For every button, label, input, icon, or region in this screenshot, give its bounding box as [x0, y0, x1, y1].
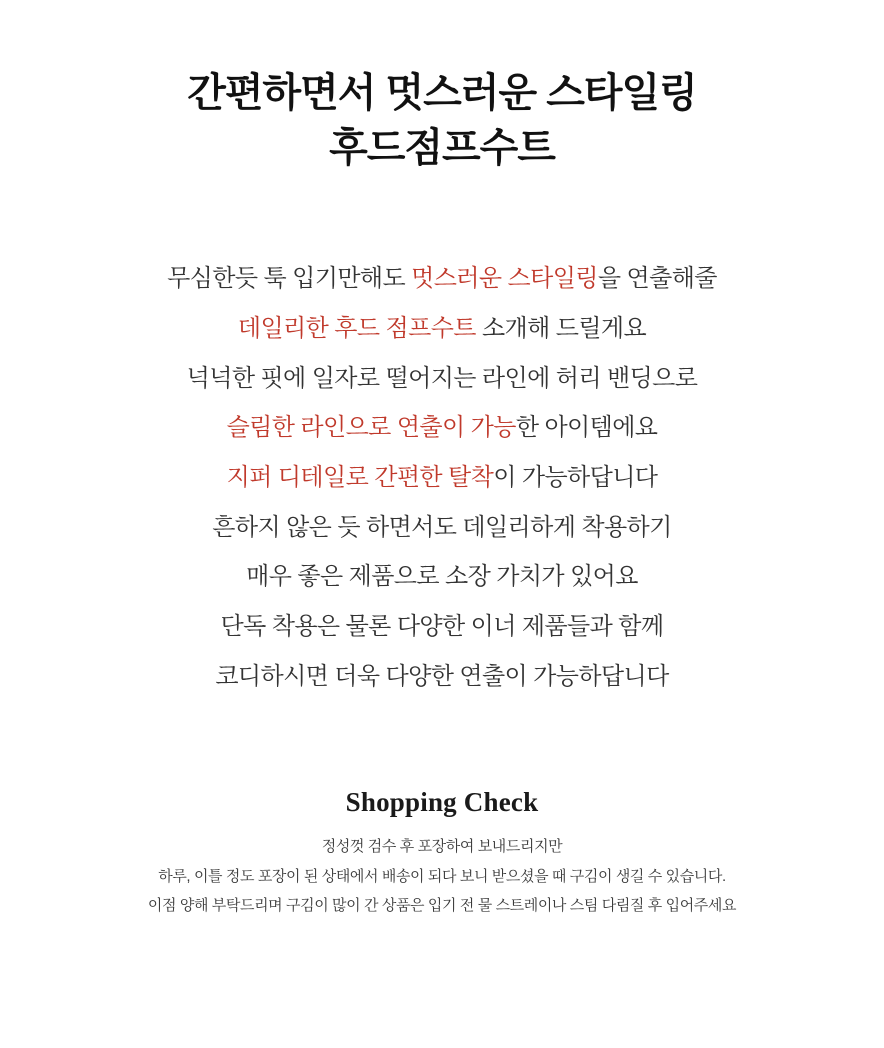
- description-line: [0, 354, 884, 404]
- plain-text: 소개해 드릴게요: [475, 315, 647, 343]
- plain-text: 넉넉한 핏에 일자로 떨어지는 라인에 허리 밴딩으로: [186, 364, 698, 392]
- description-line: [0, 503, 884, 553]
- description-line: [0, 304, 884, 354]
- page-title-line-2: 후드점프수트: [329, 126, 555, 171]
- plain-text: 흔하지 않은 듯 하면서도 데일리하게 착용하기: [212, 513, 672, 541]
- highlighted-text: 슬림한 라인으로 연출이 가능: [226, 414, 516, 442]
- description-line: [0, 652, 884, 702]
- shopping-check-title: Shopping Check: [345, 787, 539, 818]
- description-line: [0, 602, 884, 652]
- plain-text: 매우 좋은 제품으로 소장 가치가 있어요: [246, 563, 638, 591]
- page-title-line-1: 간편하면서 멋스러운 스타일링: [187, 71, 697, 115]
- plain-text: 무심한듯 툭 입기만해도: [167, 265, 412, 293]
- plain-text: 코디하시면 더욱 다양한 연출이 가능하답니다: [215, 662, 669, 690]
- description-body: [0, 254, 884, 701]
- plain-text: 단독 착용은 물론 다양한 이너 제품들과 함께: [220, 613, 664, 641]
- plain-text: 을 연출해줄: [597, 265, 717, 293]
- shopping-check-note: 정성껏 검수 후 포장하여 보내드리지만: [321, 838, 563, 856]
- plain-text: 이 가능하답니다: [493, 464, 658, 492]
- description-line: [0, 254, 884, 304]
- highlighted-text: 멋스러운 스타일링: [411, 265, 598, 293]
- highlighted-text: 지퍼 디테일로 간편한 탈착: [226, 464, 494, 492]
- shopping-check-note: 하루, 이틀 정도 포장이 된 상태에서 배송이 되다 보니 받으셨을 때 구김이 생길 수 있습니다.: [158, 867, 726, 885]
- page-title: [0, 0, 884, 176]
- description-line: [0, 552, 884, 602]
- shopping-check-note: 이점 양해 부탁드리며 구김이 많이 간 상품은 입기 전 물 스트레이나 스팀 다림질 후 입어주세요: [147, 896, 737, 914]
- plain-text: 한 아이템에요: [515, 414, 658, 442]
- description-line: [0, 453, 884, 503]
- highlighted-text: 데일리한 후드 점프수트: [237, 315, 476, 343]
- description-line: [0, 403, 884, 453]
- shopping-check-section: [0, 787, 884, 920]
